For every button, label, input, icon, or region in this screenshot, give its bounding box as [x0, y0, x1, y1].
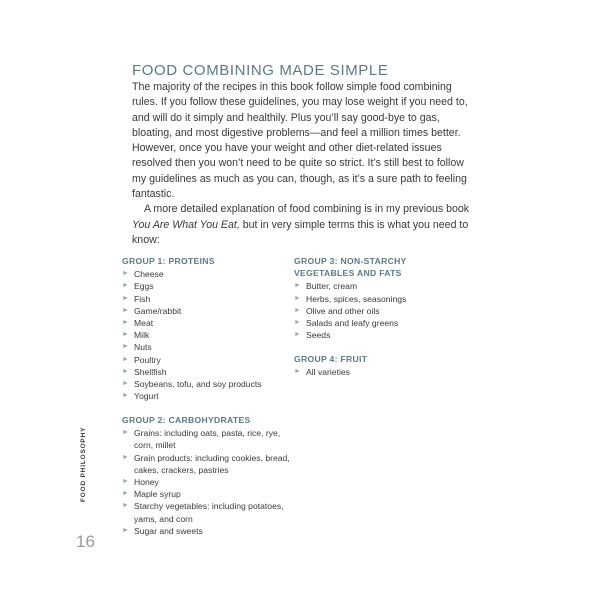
- list-item: [122, 329, 292, 341]
- paragraph-2-start: A more detailed explanation of food combining is in my previous book: [144, 203, 470, 216]
- list-item: [122, 390, 292, 402]
- list-item-text: Herbs, spices, seasonings: [306, 293, 407, 304]
- group-proteins: [122, 255, 292, 402]
- list-item-text: Honey: [134, 477, 159, 488]
- group-list: [122, 268, 292, 402]
- list-item-text: Starchy vegetables: including potatoes, yams, and corn: [134, 501, 284, 524]
- group-vegetables-fats: [294, 255, 444, 341]
- list-item-text: Milk: [134, 330, 150, 341]
- list-item: [122, 476, 292, 488]
- bullet-arrow-icon: ►: [294, 319, 301, 327]
- list-item: [294, 366, 444, 378]
- list-item: [122, 366, 292, 378]
- list-item-text: Butter, cream: [306, 281, 358, 292]
- bullet-arrow-icon: ►: [122, 294, 129, 302]
- group-fruit: [294, 353, 444, 378]
- list-item: [122, 488, 292, 500]
- list-item-text: Meat: [134, 318, 154, 329]
- group-heading: GROUP 1: PROTEINS: [122, 256, 215, 266]
- list-item: [122, 293, 292, 305]
- group-heading: GROUP 2: CARBOHYDRATES: [122, 415, 251, 425]
- list-item-text: Yogurt: [134, 391, 159, 402]
- bullet-arrow-icon: ►: [122, 380, 129, 388]
- group-carbohydrates: [122, 414, 292, 537]
- list-item-text: Fish: [134, 293, 151, 304]
- list-item-text: Poultry: [134, 354, 161, 365]
- bullet-arrow-icon: ►: [122, 343, 129, 351]
- bullet-arrow-icon: ►: [294, 331, 301, 339]
- list-item: [294, 293, 444, 305]
- list-item: [294, 317, 444, 329]
- bullet-arrow-icon: ►: [122, 453, 129, 461]
- bullet-arrow-icon: ►: [122, 502, 129, 510]
- bullet-arrow-icon: ►: [122, 478, 129, 486]
- list-item: [122, 280, 292, 292]
- list-item-text: Maple syrup: [134, 489, 181, 500]
- list-item-text: Seeds: [306, 330, 331, 341]
- list-item-text: Grains: including oats, pasta, rice, rye, corn, millet: [134, 428, 281, 451]
- list-item: [122, 268, 292, 280]
- group-heading: GROUP 3: NON-STARCHY VEGETABLES AND FATS: [294, 256, 407, 279]
- list-item-text: Olive and other oils: [306, 305, 380, 316]
- list-item-text: Soybeans, tofu, and soy products: [134, 379, 262, 390]
- list-item: [122, 452, 292, 476]
- list-item-text: Sugar and sweets: [134, 525, 203, 536]
- bullet-arrow-icon: ►: [122, 331, 129, 339]
- list-item: [122, 341, 292, 353]
- list-item: [294, 280, 444, 292]
- bullet-arrow-icon: ►: [122, 306, 129, 314]
- bullet-arrow-icon: ►: [122, 270, 129, 278]
- bullet-arrow-icon: ►: [122, 367, 129, 375]
- list-item-text: Shellfish: [134, 366, 167, 377]
- list-item: [122, 305, 292, 317]
- list-item: [122, 525, 292, 537]
- list-item-text: All varieties: [306, 367, 350, 378]
- list-item: [122, 378, 292, 390]
- bullet-arrow-icon: ►: [294, 306, 301, 314]
- list-item: [294, 329, 444, 341]
- list-item: [122, 317, 292, 329]
- book-title: You Are What You Eat,: [132, 218, 240, 231]
- list-item-text: Cheese: [134, 269, 164, 280]
- bullet-arrow-icon: ►: [294, 294, 301, 302]
- bullet-arrow-icon: ►: [122, 319, 129, 327]
- bullet-arrow-icon: ►: [122, 392, 129, 400]
- paragraph-2: [132, 202, 472, 248]
- list-item: [122, 427, 292, 451]
- bullet-arrow-icon: ►: [122, 526, 129, 534]
- paragraph-1: The majority of the recipes in this book follow simple food combining rules. If you follow these guidelines, you may lose weight if you need to, and will do it simply and healthily. Plus you’ll say good-bye to gas, bloating, and most digestive problems—and feel a million times better. However, once you have your weight and other diet-related issues resolved then you won’t need to be quite so strict. It’s still best to follow my guidelines as much as you can, though, as it’s a sure path to feeling fantastic.: [132, 81, 468, 201]
- section-label: FOOD PHILOSOPHY: [80, 426, 87, 502]
- group-list: [294, 366, 444, 378]
- group-list: [122, 427, 292, 537]
- page-title: FOOD COMBINING MADE SIMPLE: [132, 62, 389, 80]
- group-heading: GROUP 4: FRUIT: [294, 354, 368, 364]
- bullet-arrow-icon: ►: [122, 429, 129, 437]
- bullet-arrow-icon: ►: [122, 355, 129, 363]
- list-item-text: Game/rabbit: [134, 305, 182, 316]
- bullet-arrow-icon: ►: [122, 282, 129, 290]
- list-item-text: Nuts: [134, 342, 152, 353]
- bullet-arrow-icon: ►: [294, 282, 301, 290]
- list-item: [122, 500, 292, 524]
- group-list: [294, 280, 444, 341]
- page-number: 16: [76, 532, 95, 551]
- list-item-text: Grain products: including cookies, bread, cakes, crackers, pastries: [134, 452, 290, 475]
- list-item: [294, 305, 444, 317]
- list-item-text: Salads and leafy greens: [306, 318, 399, 329]
- paragraph-2-end: but in very simple terms this is what you need to know:: [132, 218, 469, 246]
- list-item-text: Eggs: [134, 281, 154, 292]
- bullet-arrow-icon: ►: [122, 490, 129, 498]
- list-item: [122, 354, 292, 366]
- bullet-arrow-icon: ►: [294, 368, 301, 376]
- intro-text: [132, 80, 472, 248]
